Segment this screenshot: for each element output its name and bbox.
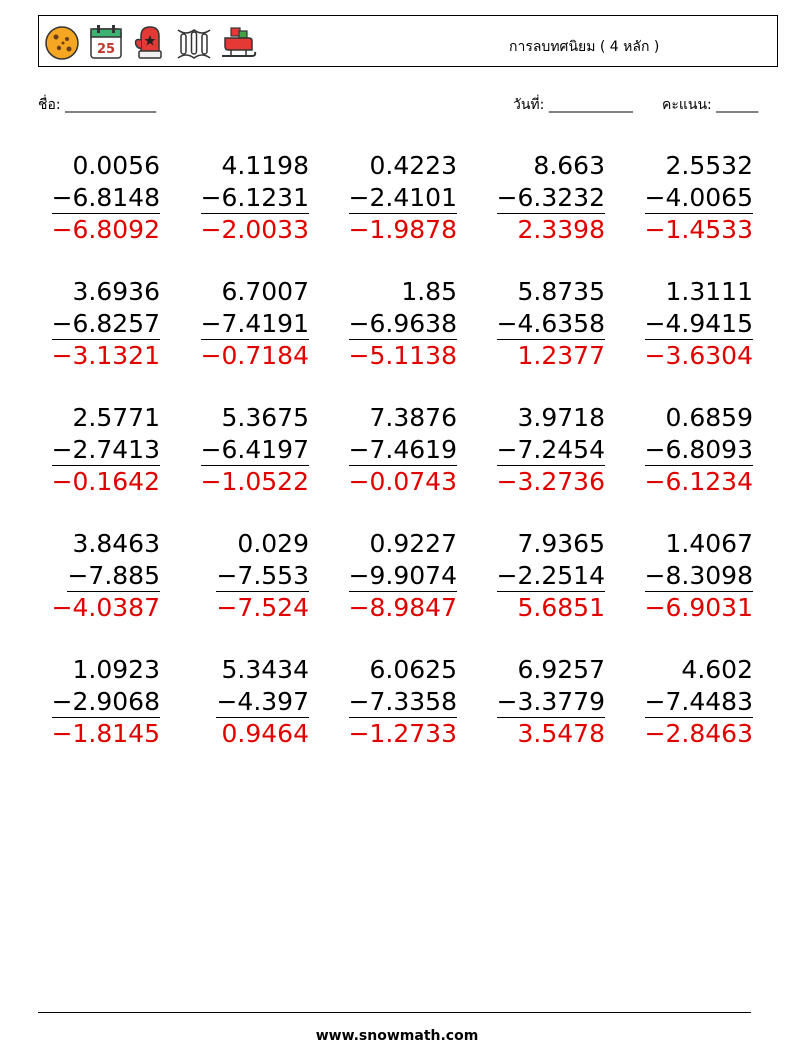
minuend: 0.4223: [369, 151, 457, 180]
subtrahend: −2.2514: [496, 561, 605, 590]
minuend: 0.0056: [72, 151, 160, 180]
subtrahend-row: [623, 560, 753, 592]
minuend: 5.3675: [221, 403, 309, 432]
worksheet-header: [38, 15, 778, 67]
problem-15: [623, 402, 753, 498]
subtrahend-row: [623, 686, 753, 718]
minuend: 6.7007: [221, 277, 309, 306]
mitten-icon: [131, 22, 169, 62]
minuend: 5.8735: [517, 277, 605, 306]
answer: 0.9464: [221, 719, 309, 748]
subtrahend-row: [475, 182, 605, 214]
calendar-25-icon: [87, 22, 125, 62]
problem-16: [30, 528, 160, 624]
problem-25: [623, 654, 753, 750]
subtrahend: −6.9638: [348, 309, 457, 338]
answer: −3.6304: [644, 341, 753, 370]
minuend: 1.0923: [72, 655, 160, 684]
problem-6: [30, 276, 160, 372]
problem-23: [327, 654, 457, 750]
subtrahend: −7.885: [67, 561, 160, 590]
subtrahend-row: [327, 434, 457, 466]
minuend: 0.029: [237, 529, 309, 558]
answer: −1.9878: [348, 215, 457, 244]
subtrahend: −7.4619: [348, 435, 457, 464]
answer: −6.9031: [644, 593, 753, 622]
subtrahend-row: [30, 686, 160, 718]
subtrahend-row: [623, 434, 753, 466]
minuend: 4.1198: [221, 151, 309, 180]
problem-3: [327, 150, 457, 246]
subtrahend-row: [327, 308, 457, 340]
date-field: วันที่: ____________: [513, 97, 633, 113]
subtrahend: −6.8093: [644, 435, 753, 464]
minuend: 3.9718: [517, 403, 605, 432]
problem-19: [475, 528, 605, 624]
minuend: 1.85: [401, 277, 457, 306]
problem-13: [327, 402, 457, 498]
problem-12: [179, 402, 309, 498]
answer: −6.8092: [51, 215, 160, 244]
answer: −0.0743: [348, 467, 457, 496]
sleigh-icon: [219, 22, 257, 62]
cookie-icon: [43, 22, 81, 62]
answer: −3.1321: [51, 341, 160, 370]
minuend: 6.9257: [517, 655, 605, 684]
minuend: 2.5532: [665, 151, 753, 180]
subtrahend: −9.9074: [348, 561, 457, 590]
minuend: 3.6936: [72, 277, 160, 306]
problem-11: [30, 402, 160, 498]
subtrahend: −4.6358: [496, 309, 605, 338]
subtrahend-row: [623, 308, 753, 340]
answer: −2.8463: [644, 719, 753, 748]
score-field: คะแนน: ______: [662, 97, 759, 113]
subtrahend-row: [30, 308, 160, 340]
minuend: 5.3434: [221, 655, 309, 684]
footer-divider: [38, 1012, 751, 1013]
problem-9: [475, 276, 605, 372]
minuend: 8.663: [533, 151, 605, 180]
subtrahend-row: [327, 560, 457, 592]
svg-text:25: 25: [96, 42, 116, 57]
answer: 5.6851: [517, 593, 605, 622]
subtrahend: −4.9415: [644, 309, 753, 338]
subtrahend: −3.3779: [496, 687, 605, 716]
subtrahend-row: [475, 308, 605, 340]
minuend: 3.8463: [72, 529, 160, 558]
answer: −2.0033: [200, 215, 309, 244]
subtrahend: −6.3232: [496, 183, 605, 212]
problem-24: [475, 654, 605, 750]
header-icons: [43, 22, 257, 62]
subtrahend-row: [30, 182, 160, 214]
subtrahend: −6.8148: [51, 183, 160, 212]
subtrahend-row: [179, 182, 309, 214]
subtrahend: −2.7413: [51, 435, 160, 464]
subtrahend: −6.1231: [200, 183, 309, 212]
subtrahend-row: [475, 560, 605, 592]
answer: −1.4533: [644, 215, 753, 244]
answer: −3.2736: [496, 467, 605, 496]
problem-18: [327, 528, 457, 624]
subtrahend: −6.4197: [200, 435, 309, 464]
answer: −1.8145: [51, 719, 160, 748]
problem-1: [30, 150, 160, 246]
subtrahend-row: [30, 434, 160, 466]
problem-17: [179, 528, 309, 624]
minuend: 7.9365: [517, 529, 605, 558]
subtrahend-row: [30, 560, 160, 592]
answer: 2.3398: [517, 215, 605, 244]
subtrahend: −2.9068: [51, 687, 160, 716]
problem-4: [475, 150, 605, 246]
subtrahend: −6.8257: [51, 309, 160, 338]
problem-5: [623, 150, 753, 246]
christmas-lights-icon: [175, 22, 213, 62]
subtrahend-row: [327, 182, 457, 214]
subtrahend: −7.4191: [200, 309, 309, 338]
subtrahend-row: [179, 434, 309, 466]
minuend: 7.3876: [369, 403, 457, 432]
problem-14: [475, 402, 605, 498]
subtrahend-row: [475, 686, 605, 718]
answer: −5.1138: [348, 341, 457, 370]
answer: −8.9847: [348, 593, 457, 622]
problem-22: [179, 654, 309, 750]
subtrahend: −4.0065: [644, 183, 753, 212]
subtrahend: −2.4101: [348, 183, 457, 212]
problem-7: [179, 276, 309, 372]
subtrahend: −7.553: [216, 561, 309, 590]
subtrahend: −7.2454: [496, 435, 605, 464]
answer: −1.2733: [348, 719, 457, 748]
problem-20: [623, 528, 753, 624]
minuend: 2.5771: [72, 403, 160, 432]
worksheet-title: การลบทศนิยม ( 4 หลัก ): [509, 39, 660, 55]
subtrahend: −8.3098: [644, 561, 753, 590]
subtrahend-row: [623, 182, 753, 214]
subtrahend: −7.4483: [644, 687, 753, 716]
subtrahend-row: [475, 434, 605, 466]
problem-10: [623, 276, 753, 372]
answer: 1.2377: [517, 341, 605, 370]
minuend: 4.602: [681, 655, 753, 684]
minuend: 1.4067: [665, 529, 753, 558]
problem-2: [179, 150, 309, 246]
answer: −0.1642: [51, 467, 160, 496]
minuend: 0.9227: [369, 529, 457, 558]
answer: −1.0522: [200, 467, 309, 496]
problem-21: [30, 654, 160, 750]
subtrahend-row: [327, 686, 457, 718]
minuend: 6.0625: [369, 655, 457, 684]
subtrahend-row: [179, 560, 309, 592]
minuend: 0.6859: [665, 403, 753, 432]
name-field: ชื่อ: _____________: [38, 97, 157, 113]
footer-site: www.snowmath.com: [315, 1028, 479, 1044]
subtrahend-row: [179, 308, 309, 340]
problem-8: [327, 276, 457, 372]
subtrahend-row: [179, 686, 309, 718]
answer: −0.7184: [200, 341, 309, 370]
subtrahend: −7.3358: [348, 687, 457, 716]
subtrahend: −4.397: [216, 687, 309, 716]
answer: −6.1234: [644, 467, 753, 496]
minuend: 1.3111: [665, 277, 753, 306]
answer: −4.0387: [51, 593, 160, 622]
answer: 3.5478: [517, 719, 605, 748]
answer: −7.524: [216, 593, 309, 622]
